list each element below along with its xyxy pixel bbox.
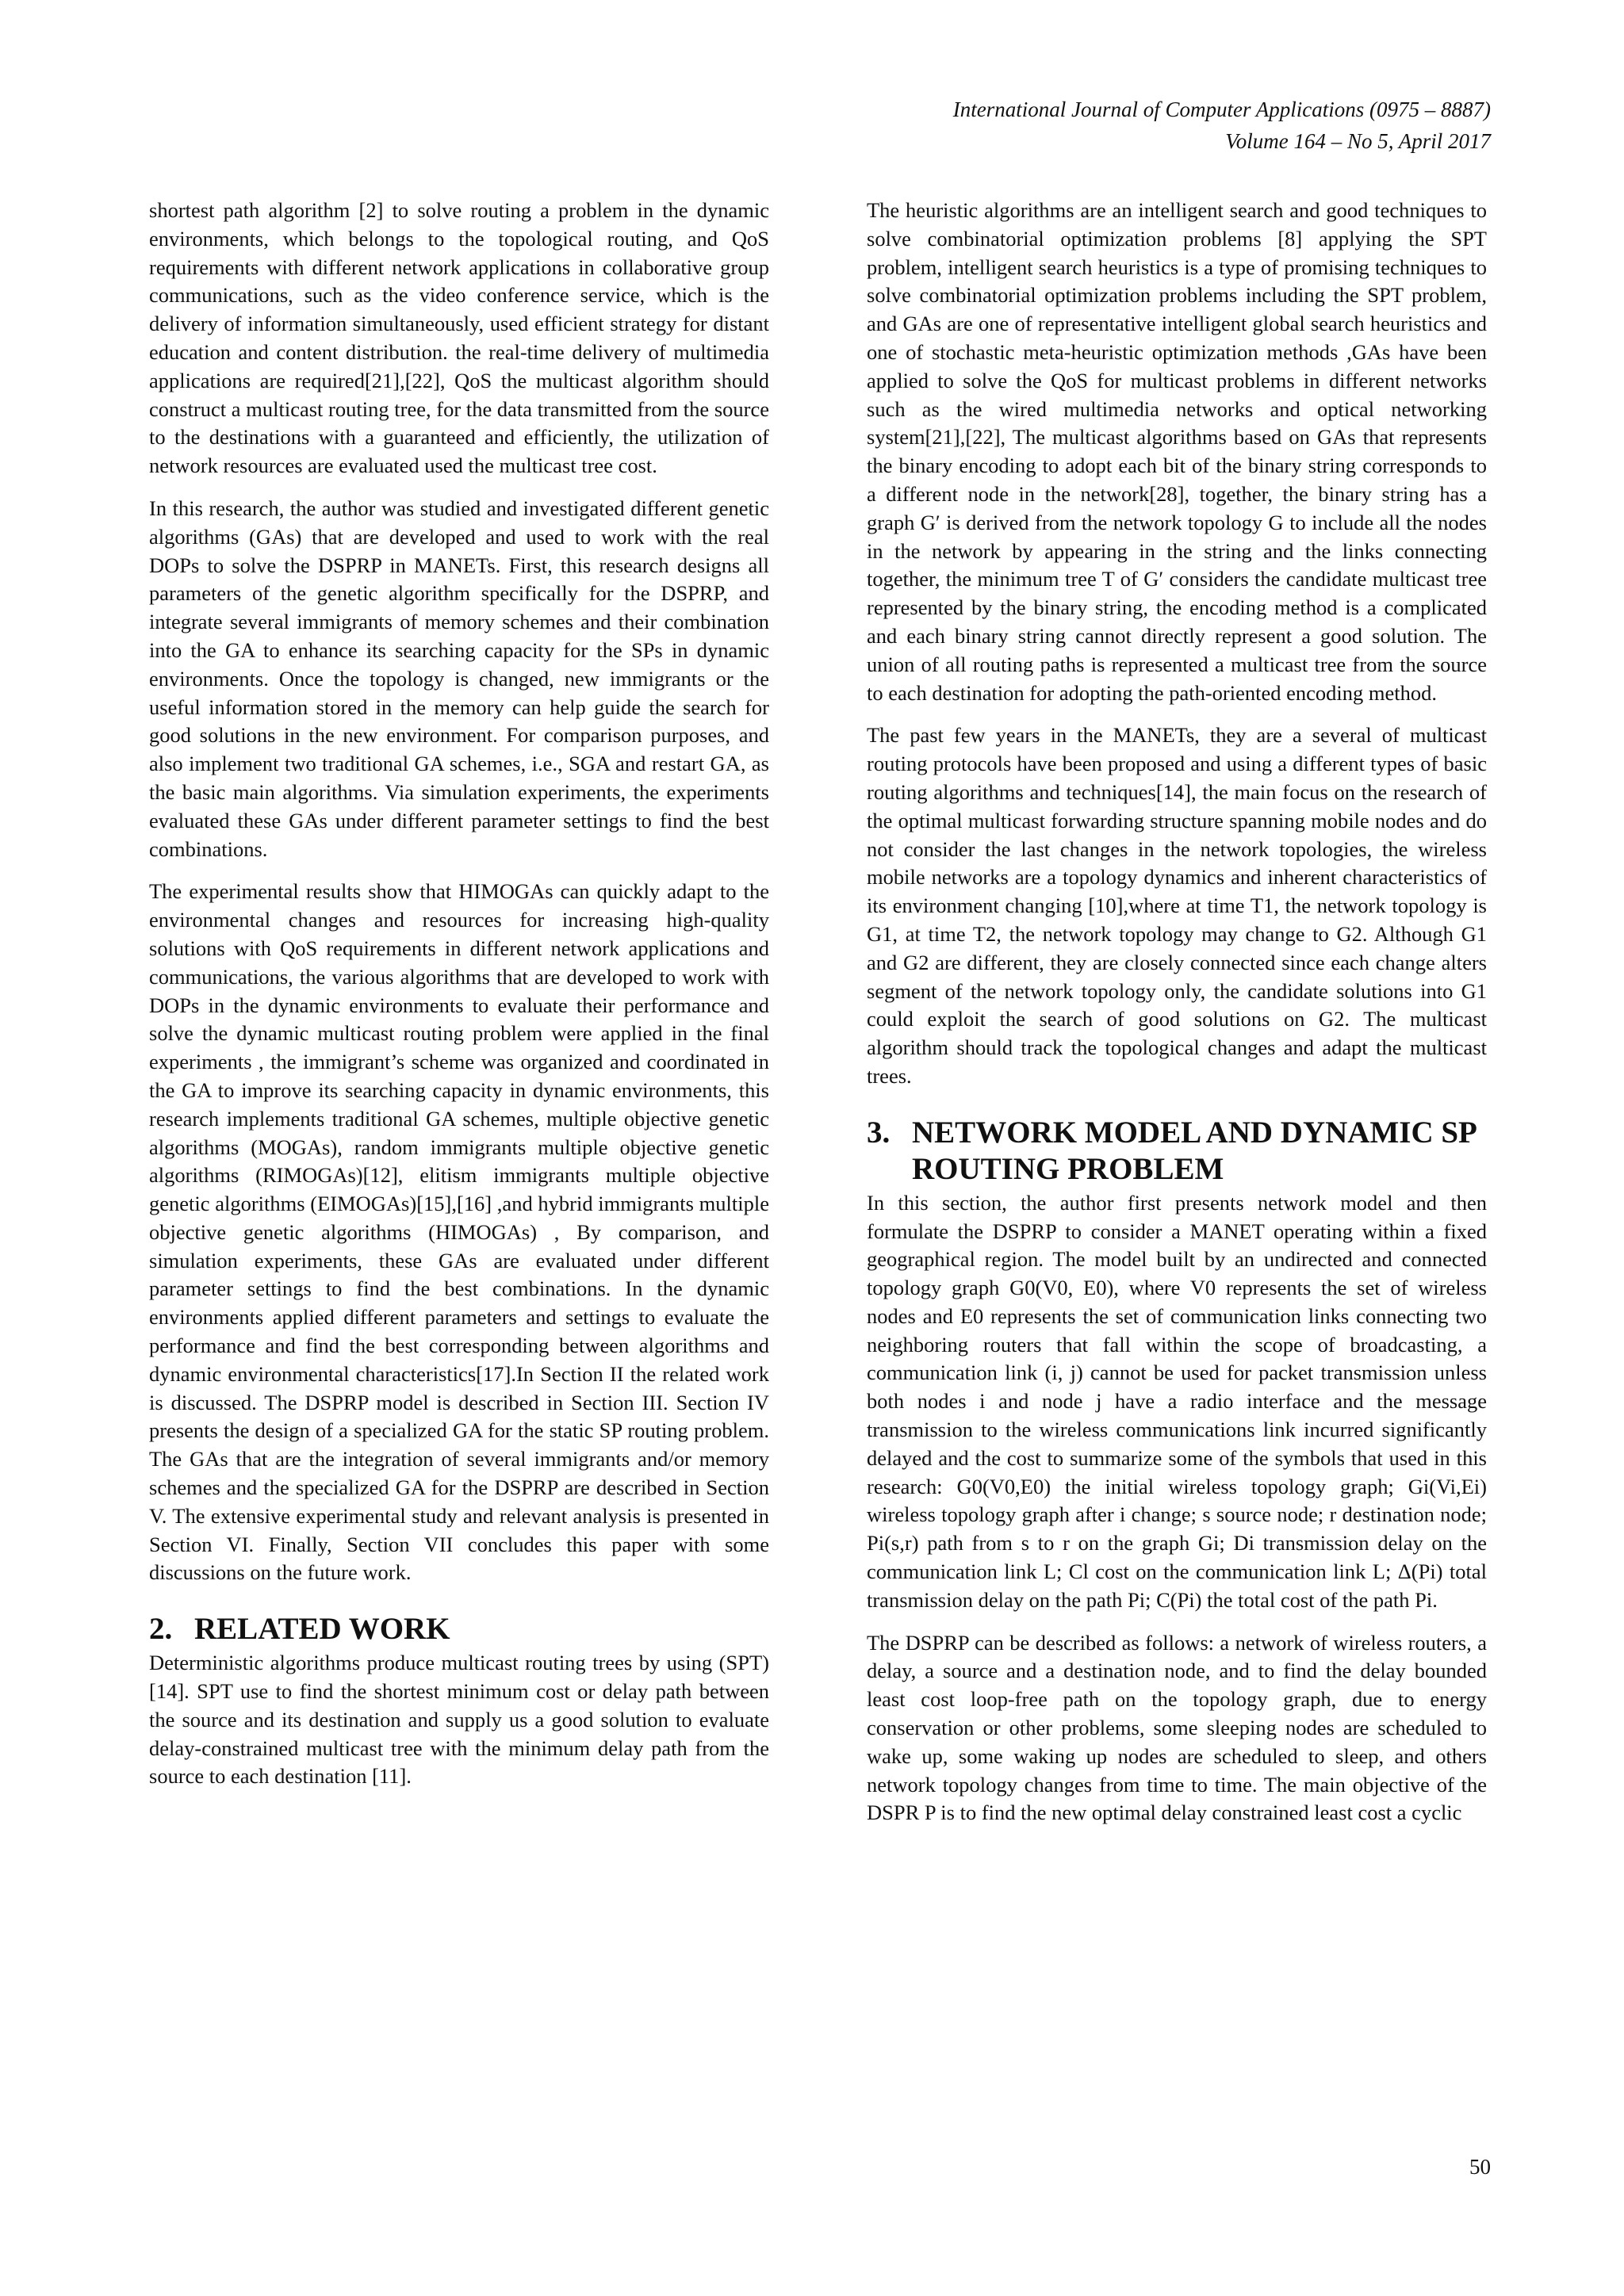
paragraph: In this research, the author was studied and investigated different genetic algorithms (GAs) that are developed and used to work with the real DOPs to solve the DSPRP in MANETs. First, this research designs all parameters of the genetic algorithm specifically for the DSPRP, and integrate several immigrants of memory schemes and their combination into the GA to enhance its searching capacity for the SPs in dynamic environments. Once the topology is changed, new immigrants or the useful information stored in the memory can help guide the search for good solutions in the new environment. For comparison purposes, and also implement two traditional GA schemes, i.e., SGA and restart GA, as the basic main algorithms. Via simulation experiments, the experiments evaluated these GAs under different parameter settings to find the best combinations. — [149, 496, 769, 861]
section-heading-related-work — [149, 1611, 769, 1647]
journal-title: International Journal of Computer Applications (0975 – 8887) — [952, 98, 1491, 121]
section-number: 3. — [867, 1115, 891, 1150]
paragraph: The experimental results show that HIMOGAs can quickly adapt to the environmental changes and resources for increasing high-quality solutions with QoS requirements in different network applications and communications, the various algorithms that are developed to work with DOPs in the dynamic environments to evaluate their performance and solve the dynamic multicast routing problem were applied in the final experiments , the immigrant’s scheme was organized and coordinated in the GA to improve its searching capacity in dynamic environments, this research implements traditional GA schemes, multiple objective genetic algorithms (MOGAs), random immigrants multiple objective genetic algorithms (RIMOGAs)[12], elitism immigrants multiple objective genetic algorithms (EIMOGAs)[15],[16] ,and hybrid immigrants multiple objective genetic algorithms (HIMOGAs) , By comparison, and simulation experiments, these GAs are evaluated under different parameter settings to find the best combinations. In the dynamic environments applied different parameters and settings to evaluate the performance and find the best corresponding between algorithms and dynamic environmental characteristics[17].In Section II the related work is discussed. The DSPRP model is described in Section III. Section IV presents the design of a specialized GA for the static SP routing problem. The GAs that are the integration of several immigrants and/or memory schemes and the specialized GA for the DSPRP are described in Section V. The extensive experimental study and relevant analysis is presented in Section VI. Finally, Section VII concludes this paper with some discussions on the future work. — [149, 879, 769, 1585]
section-number: 2. — [149, 1612, 173, 1647]
paragraph: The heuristic algorithms are an intelligent search and good techniques to solve combinatorial optimization problems [8] applying the SPT problem, intelligent search heuristics is a type of promising techniques to solve combinatorial optimization problems including the SPT problem, and GAs are one of representative intelligent global search heuristics and one of stochastic meta-heuristic optimization methods ,GAs have been applied to solve the QoS for multicast problems in different networks such as the wired multimedia networks and optical networking system[21],[22], The multicast algorithms based on GAs that represents the binary encoding to adopt each bit of the binary string corresponds to a different node in the network[28], together, the binary string has a graph G′ is derived from the network topology G to include all the nodes in the network by appearing in the string and the links connecting together, the minimum tree T of G′ considers the candidate multicast tree represented by the binary string, the encoding method is a complicated and each binary string cannot directly represent a good solution. The union of all routing paths is represented a multicast tree from the source to each destination for adopting the path-oriented encoding method. — [867, 198, 1487, 705]
paragraph: shortest path algorithm [2] to solve routing a problem in the dynamic environments, which belongs to the topological routing, and QoS requirements with different network applications in collaborative group communications, such as the video conference service, which is the delivery of information simultaneously, used efficient strategy for distant education and content distribution. the real-time delivery of multimedia applications are required[21],[22], QoS the multicast algorithm should construct a multicast routing tree, for the data transmitted from the source to the destinations with a guaranteed and efficiently, the utilization of network resources are evaluated used the multicast tree cost. — [149, 198, 769, 478]
running-header — [698, 94, 1491, 157]
volume-info: Volume 164 – No 5, April 2017 — [1225, 129, 1491, 153]
page-number: 50 — [1469, 2155, 1491, 2179]
section-heading-network-model — [867, 1115, 1487, 1188]
paragraph: The past few years in the MANETs, they are a several of multicast routing protocols have been proposed and using a different types of basic routing algorithms and techniques[14], the main focus on the research of the optimal multicast forwarding structure spanning mobile nodes and do not consider the last changes in the network topologies, the wireless mobile networks are a topology dynamics and inherent characteristics of its environment changing [10],where at time T1, the network topology is G1, at time T2, the network topology may change to G2. Although G1 and G2 are different, they are closely connected since each change alters segment of the network topology only, the candidate solutions into G1 could exploit the search of good solutions on G2. The multicast algorithm should track the topological changes and adapt the multicast trees. — [867, 723, 1487, 1088]
paragraph: Deterministic algorithms produce multicast routing trees by using (SPT) [14]. SPT use to find the shortest minimum cost or delay path between the source and its destination and supply us a good solution to evaluate delay-constrained multicast tree with the minimum delay path from the source to each destination [11]. — [149, 1651, 769, 1789]
paragraph: In this section, the author first presents network model and then formulate the DSPRP to consider a MANET operating within a fixed geographical region. The model built by an undirected and connected topology graph G0(V0, E0), where V0 represents the set of wireless nodes and E0 represents the set of communication links connecting two neighboring routers that fall within the scope of broadcasting, a communication link (i, j) cannot be used for packet transmission unless both nodes i and node j have a radio interface and the message transmission to the wireless communications link incurred significantly delayed and the cost to summarize some of the symbols that used in this research: G0(V0,E0) the initial wireless topology graph; Gi(Vi,Ei) wireless topology graph after i change; s source node; r destination node; Pi(s,r) path from s to r on the graph Gi; Di transmission delay on the communication link L; Cl cost on the communication link L; Δ(Pi) total transmission delay on the path Pi; C(Pi) the total cost of the path Pi. — [867, 1190, 1487, 1612]
section-title: NETWORK MODEL AND DYNAMIC SP ROUTING PROBLEM — [912, 1115, 1476, 1186]
section-title: RELATED WORK — [194, 1612, 450, 1647]
paragraph: The DSPRP can be described as follows: a network of wireless routers, a delay, a source and a destination node, and to find the delay bounded least cost loop-free path on the topology graph, due to energy conservation or other problems, some sleeping nodes are scheduled to wake up, some waking up nodes are scheduled to sleep, and others network topology changes from time to time. The main objective of the DSPR P is to find the new optimal delay constrained least cost a cyclic — [867, 1630, 1487, 1825]
right-column — [867, 197, 1487, 1842]
left-column — [149, 197, 769, 1805]
